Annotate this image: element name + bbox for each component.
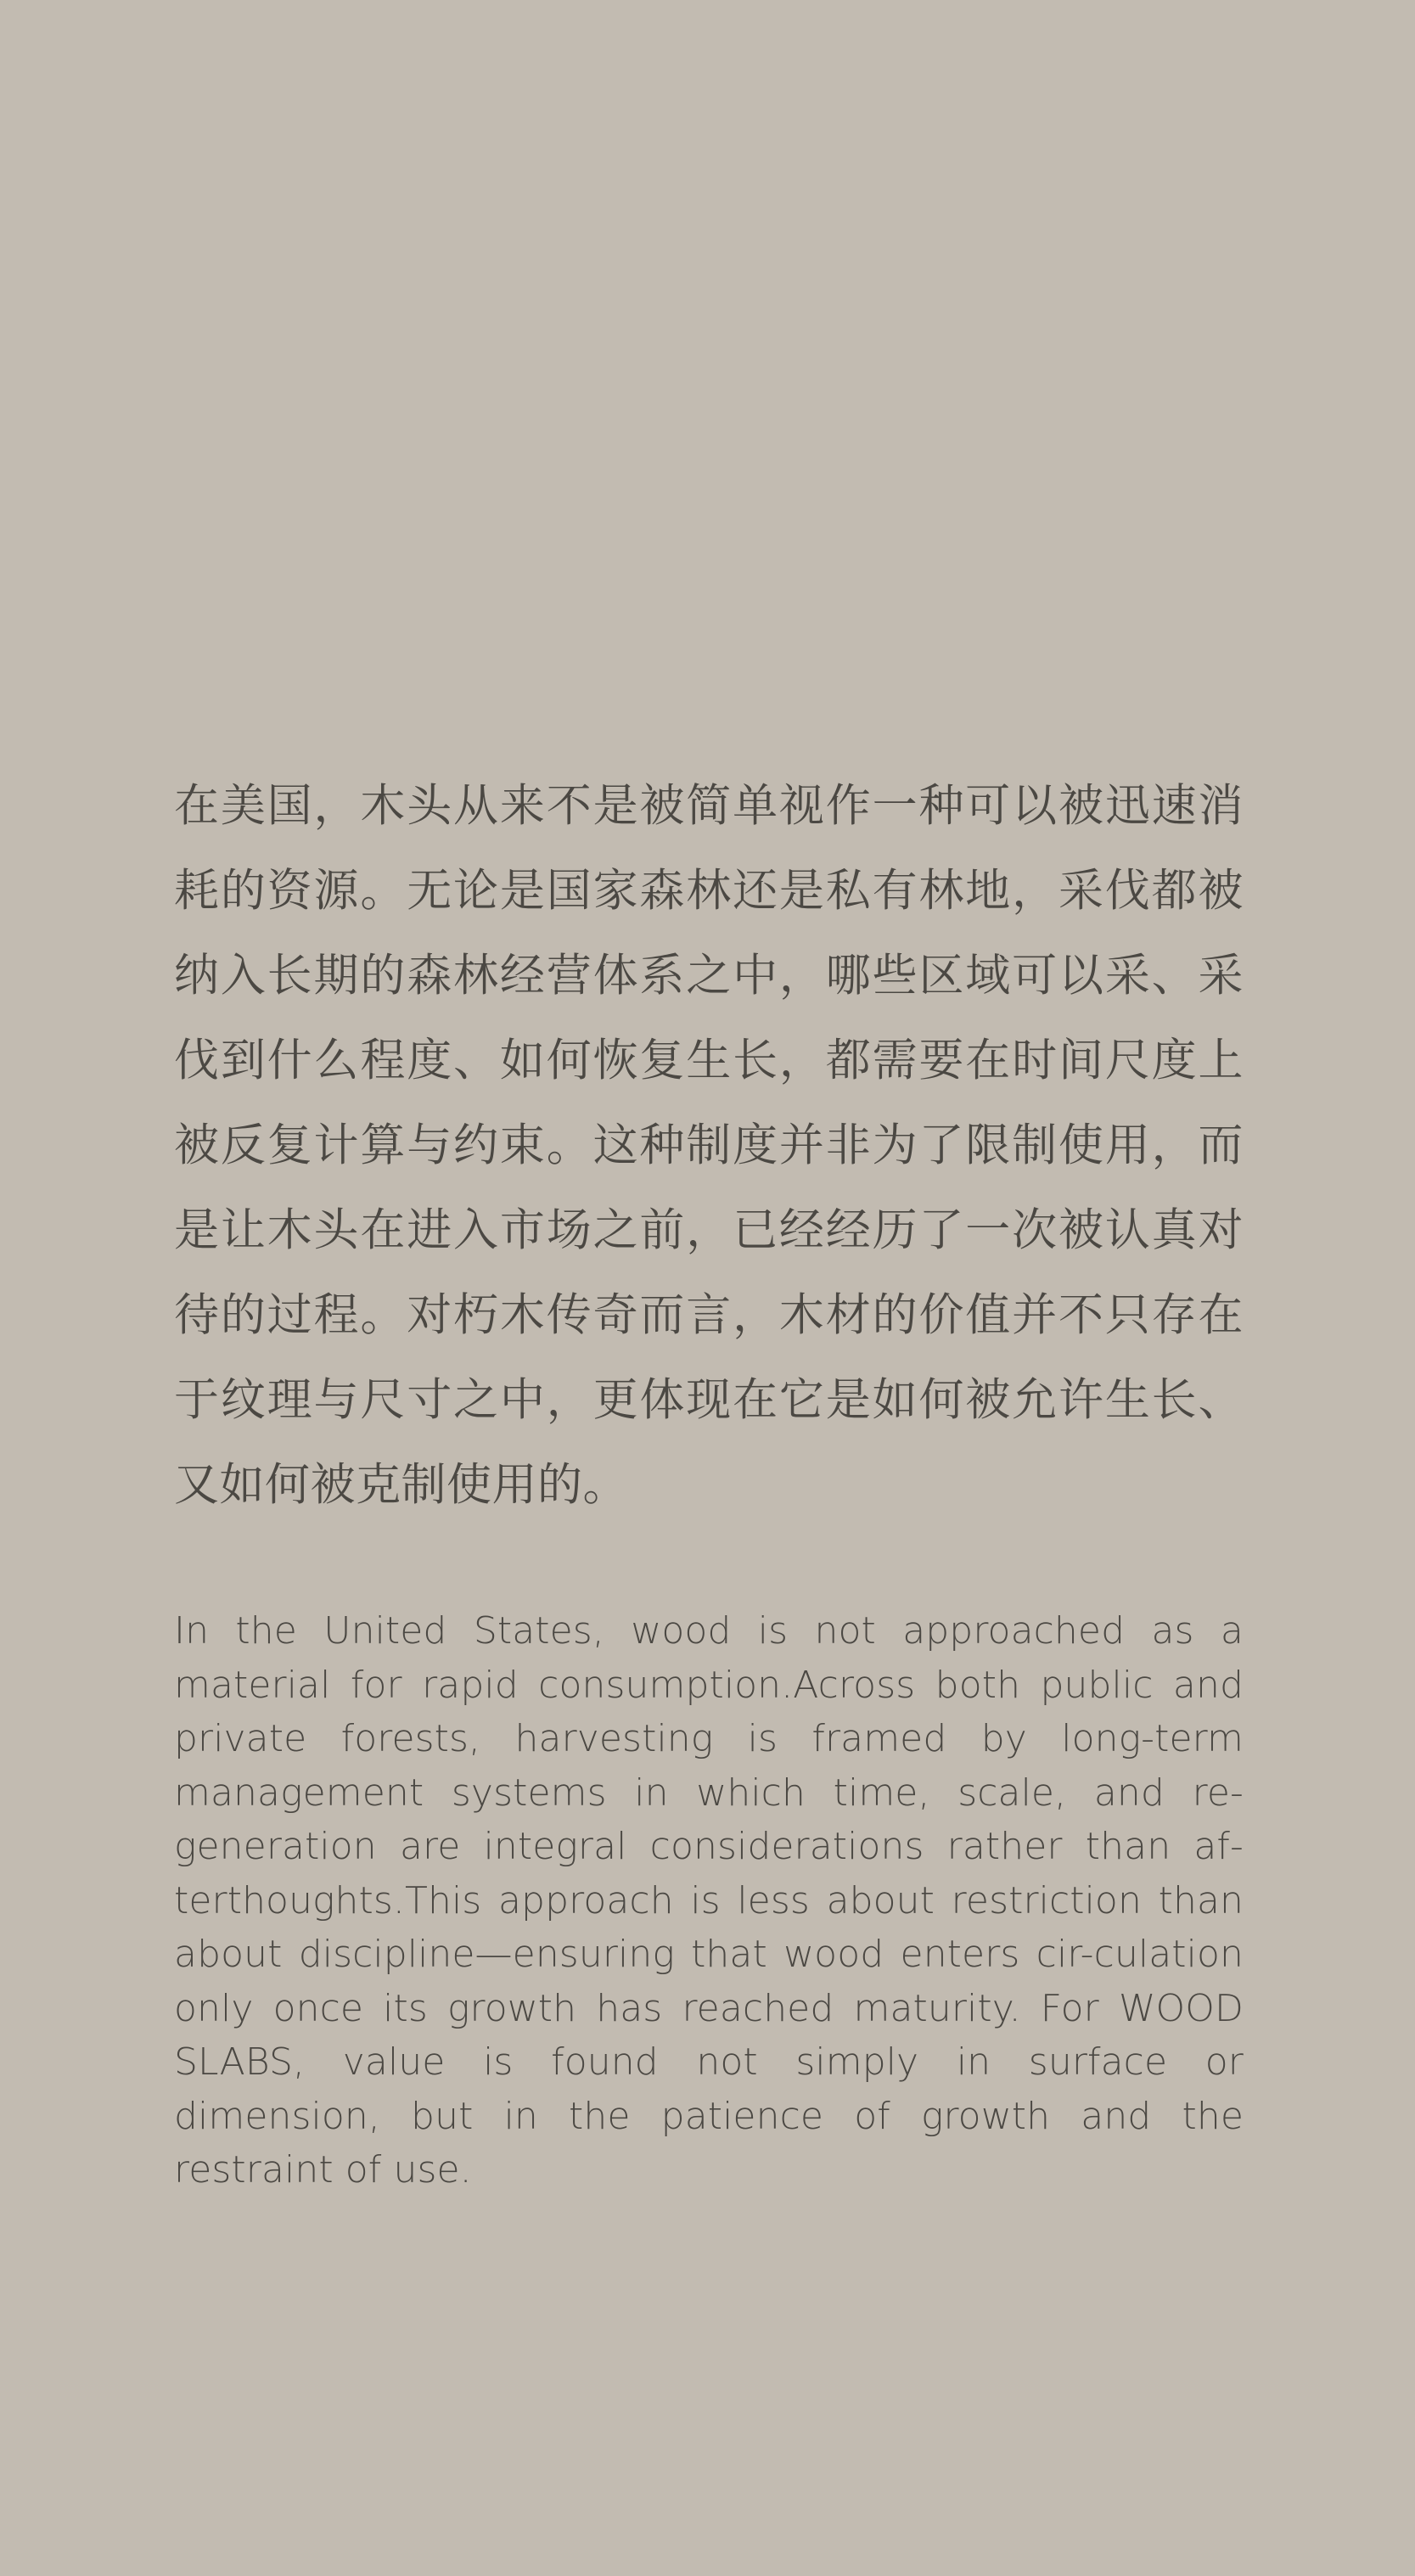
english-paragraph: In the United States, wood is not approached as a material for rapid consumption.Across both public and private forests, harvesting is framed by long-term management systems in which time, scale, and re-generation are integral considerations rather than af-terthoughts.This approach is less about restriction than about discipline—ensuring that wood enters cir-culation only once its growth has reached maturity. For WOOD SLABS, value is found not simply in surface or dimension, but in the patience of growth and the restraint of use. — [174, 1609, 1244, 2192]
chinese-paragraph: 在美国，木头从来不是被简单视作一种可以被迅速消耗的资源。无论是国家森林还是私有林地，采伐都被纳入长期的森林经营体系之中，哪些区域可以采、采伐到什么程度、如何恢复生长，都需要在时间尺度上被反复计算与约束。这种制度并非为了限制使用，而是让木头在进入市场之前，已经经历了一次被认真对待的过程。对朽木传奇而言，木材的价值并不只存在于纹理与尺寸之中，更体现在它是如何被允许生长、又如何被克制使用的。 — [174, 780, 1244, 1511]
